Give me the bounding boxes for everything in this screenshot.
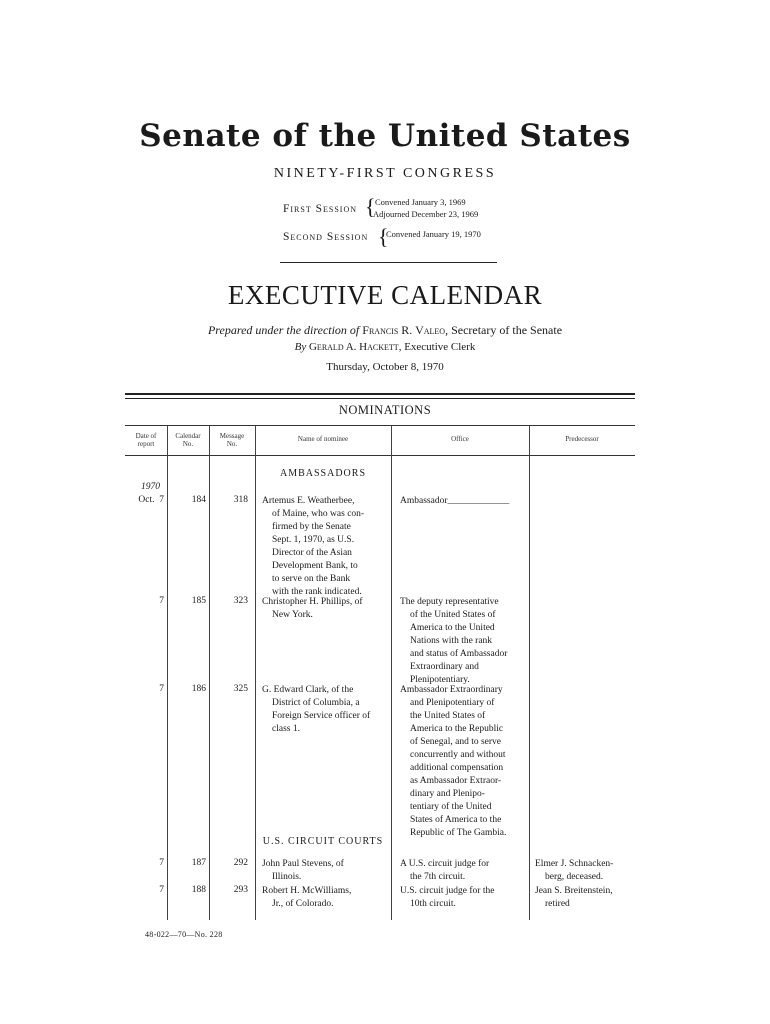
office-line: concurrently and without — [410, 750, 506, 760]
nominations-heading: NOMINATIONS — [338, 403, 432, 417]
row-office — [400, 858, 528, 884]
prepared-prefix: Prepared under the direction of — [207, 323, 360, 337]
row-message-no: 292 — [233, 858, 248, 868]
col-header-predecessor: Predecessor — [565, 435, 599, 443]
col-divider-2 — [209, 426, 210, 920]
by-line — [0, 341, 770, 353]
col-header-calendar — [168, 432, 208, 448]
nominee-line: Development Bank, to — [272, 561, 358, 571]
nominee-line: Director of the Asian — [272, 548, 352, 558]
predecessor-line: Elmer J. Schnacken- — [535, 859, 614, 869]
col-header-message-line2: No. — [226, 440, 238, 448]
nominee-line: Illinois. — [272, 872, 302, 882]
office-line: additional compensation — [410, 763, 504, 773]
row-date: 7 — [159, 858, 164, 868]
office-line: A U.S. circuit judge for — [400, 859, 490, 869]
col-divider-4 — [391, 426, 392, 920]
office-line: America to the Republic — [410, 724, 504, 734]
row-calendar-no: 188 — [191, 885, 206, 895]
office-line: Republic of The Gambia. — [410, 828, 507, 838]
office-line: dinary and Plenipo- — [410, 789, 485, 799]
predecessor-line: retired — [545, 899, 570, 909]
senate-title: Senate of the United States — [139, 118, 631, 154]
nominee-line: with the rank indicated. — [272, 587, 362, 597]
col-header-calendar-line2: No. — [182, 440, 194, 448]
nominee-line: Christopher H. Phillips, of — [262, 597, 363, 607]
by-name: Gerald A. Hackett — [308, 341, 399, 353]
first-session-label: First Session — [283, 203, 358, 215]
year-label: 1970 — [141, 482, 160, 492]
row-date: Oct. 7 — [138, 495, 164, 505]
office-line: the United States of — [410, 711, 486, 721]
nominee-line: Jr., of Colorado. — [272, 899, 334, 909]
predecessor-line: Jean S. Breitenstein, — [535, 886, 613, 896]
row-message-no: 323 — [233, 596, 248, 606]
row-office — [400, 596, 528, 687]
col-divider-1 — [167, 426, 168, 920]
office-line: of the United States of — [410, 610, 496, 620]
col-header-date — [126, 432, 166, 448]
nominee-line: class 1. — [272, 724, 300, 734]
col-divider-5 — [529, 426, 530, 920]
print-code-footer: 48-022—70—No. 228 — [145, 930, 223, 939]
row-nominee — [262, 495, 387, 599]
second-session-brace: { — [378, 224, 389, 249]
office-line: and Plenipotentiary of — [410, 698, 495, 708]
office-line: as Ambassador Extraor- — [410, 776, 502, 786]
col-header-message-line1: Message — [219, 432, 245, 440]
row-calendar-no: 187 — [191, 858, 206, 868]
row-office — [400, 684, 528, 840]
office-line: Ambassador Extraordinary — [400, 685, 503, 695]
row-calendar-no: 186 — [191, 684, 206, 694]
office-line: States of America to the — [410, 815, 502, 825]
prepared-line — [0, 323, 770, 338]
office-line: and status of Ambassador — [410, 649, 508, 659]
row-message-no: 325 — [233, 684, 248, 694]
row-calendar-no: 185 — [191, 596, 206, 606]
nominee-line: of Maine, who was con- — [272, 509, 365, 519]
row-message-no: 293 — [233, 885, 248, 895]
col-header-date-line1: Date of — [135, 432, 157, 440]
office-line: the 7th circuit. — [410, 872, 466, 882]
office-line: of Senegal, and to serve — [410, 737, 502, 747]
nominee-line: John Paul Stevens, of — [262, 859, 344, 869]
row-nominee — [262, 596, 387, 622]
section-circuit-courts: U.S. CIRCUIT COURTS — [262, 836, 384, 847]
row-date: 7 — [159, 684, 164, 694]
table-header-bottom-rule — [125, 455, 635, 456]
row-office — [400, 495, 528, 508]
second-session-convened: Convened January 19, 1970 — [386, 229, 481, 239]
nominee-line: Sept. 1, 1970, as U.S. — [272, 535, 355, 545]
col-header-message — [210, 432, 254, 448]
row-date: 7 — [159, 885, 164, 895]
row-calendar-no: 184 — [191, 495, 206, 505]
by-prefix: By — [294, 341, 307, 353]
office-line: tentiary of the United — [410, 802, 492, 812]
row-date: 7 — [159, 596, 164, 606]
by-suffix: , Executive Clerk — [398, 341, 476, 353]
col-header-name: Name of nominee — [297, 435, 349, 443]
double-rule-bottom — [125, 398, 635, 399]
row-message-no: 318 — [233, 495, 248, 505]
section-ambassadors: AMBASSADORS — [279, 468, 367, 479]
office-line: U.S. circuit judge for the — [400, 886, 495, 896]
predecessor-line: berg, deceased. — [545, 872, 604, 882]
col-header-office: Office — [451, 435, 469, 443]
office-line: Extraordinary and — [410, 662, 479, 672]
nominee-line: New York. — [272, 610, 313, 620]
nominee-line: Foreign Service officer of — [272, 711, 371, 721]
prepared-suffix: , Secretary of the Senate — [445, 323, 563, 337]
office-line: 10th circuit. — [410, 899, 456, 909]
second-session-label: Second Session — [283, 231, 369, 243]
row-nominee — [262, 858, 387, 884]
row-nominee — [262, 885, 387, 911]
table-header-top-rule — [125, 425, 635, 426]
col-header-calendar-line1: Calendar — [175, 432, 201, 440]
calendar-date: Thursday, October 8, 1970 — [326, 361, 444, 373]
office-line: Nations with the rank — [410, 636, 493, 646]
prepared-name: Francis R. Valeo — [362, 323, 446, 337]
row-nominee — [262, 684, 387, 736]
double-rule-top — [125, 393, 635, 395]
header-divider — [280, 262, 497, 263]
row-office — [400, 885, 528, 911]
nominee-line: to serve on the Bank — [272, 574, 351, 584]
office-line: America to the United — [410, 623, 495, 633]
office-line: Plenipotentiary. — [410, 675, 470, 685]
nominee-line: Artemus E. Weatherbee, — [262, 496, 355, 506]
row-predecessor — [535, 858, 635, 884]
office-line: Ambassador_____________ — [400, 496, 510, 506]
nominee-line: G. Edward Clark, of the — [262, 685, 354, 695]
congress-label: NINETY-FIRST CONGRESS — [273, 166, 497, 181]
office-line: The deputy representative — [400, 597, 499, 607]
nominee-line: firmed by the Senate — [272, 522, 351, 532]
row-predecessor — [535, 885, 635, 911]
calendar-title: EXECUTIVE CALENDAR — [227, 280, 543, 310]
nominee-line: Robert H. McWilliams, — [262, 886, 352, 896]
nominee-line: District of Columbia, a — [272, 698, 360, 708]
col-header-date-line2: report — [137, 440, 155, 448]
first-session-brace: { — [365, 194, 376, 219]
first-session-adjourned: Adjourned December 23, 1969 — [373, 209, 479, 219]
first-session-convened: Convened January 3, 1969 — [375, 197, 466, 207]
